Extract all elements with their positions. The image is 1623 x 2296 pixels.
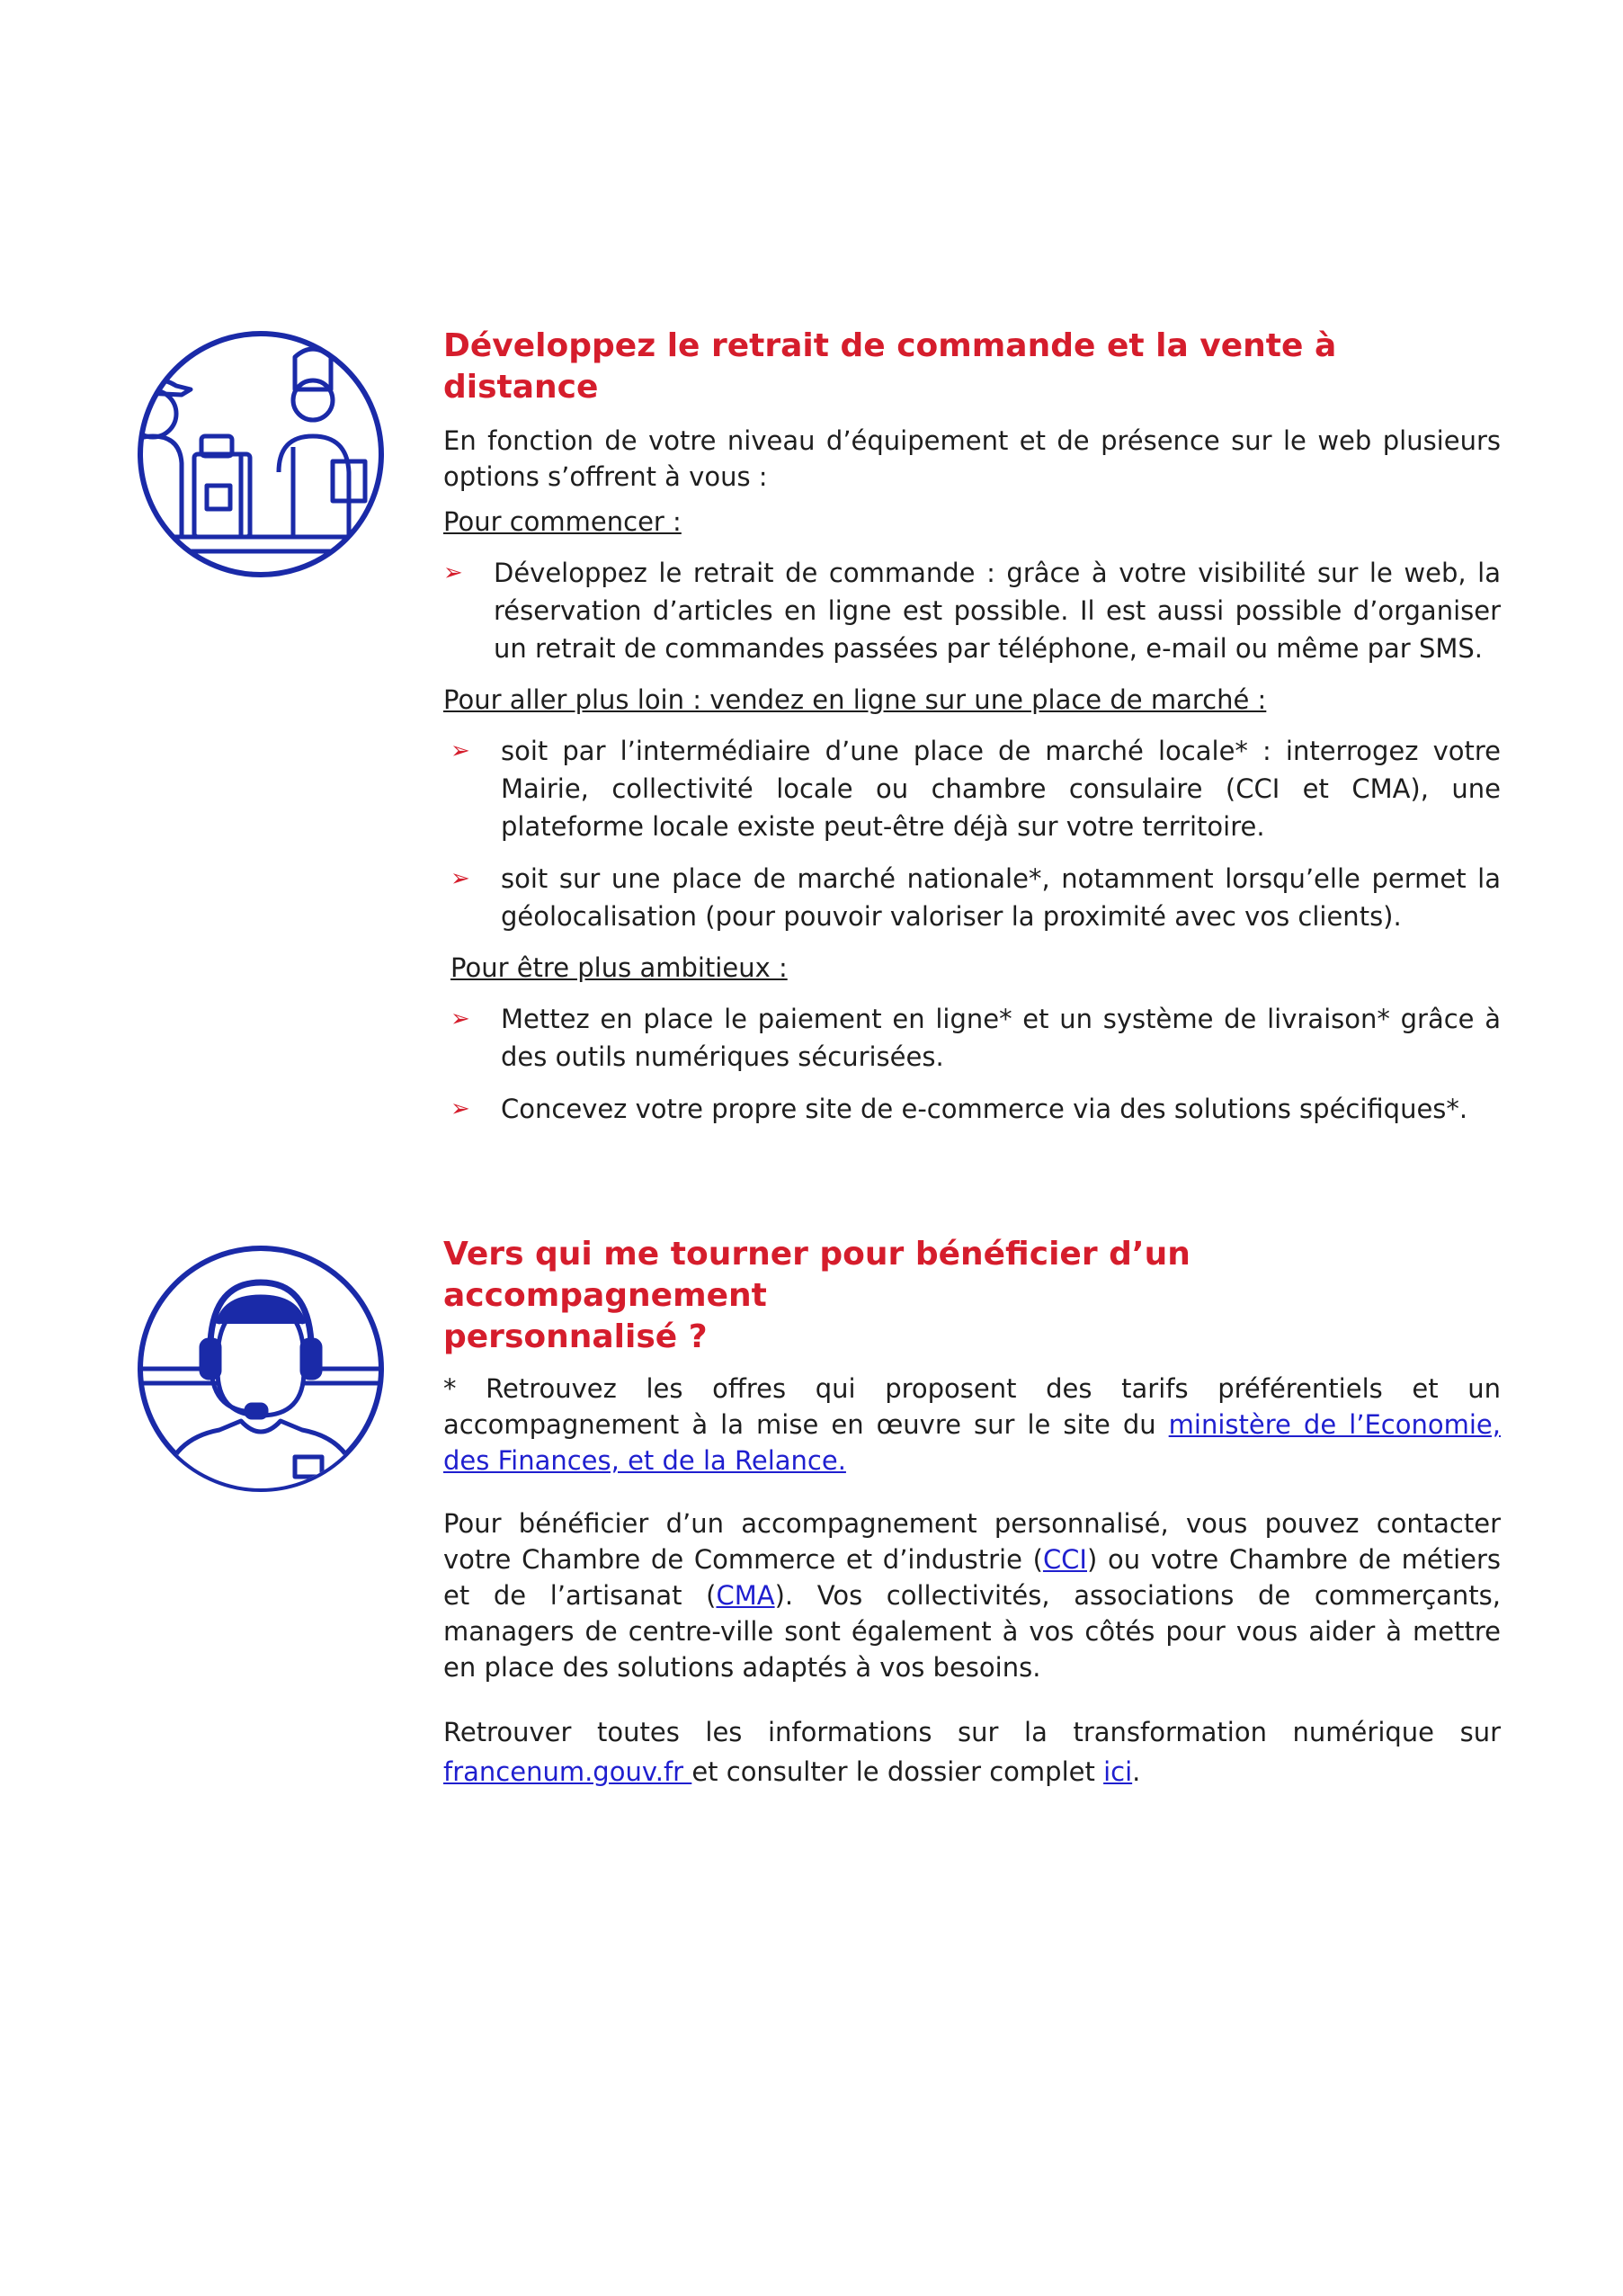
list-item-text: Développez le retrait de commande : grâce à votre visibilité sur le web, la réservation d’articles en ligne est possible. Il est aussi possible d’organiser un retrait de commandes passées par téléphone, e-mail ou même par SMS.	[494, 558, 1501, 664]
paragraph-text: et consulter le dossier complet	[691, 1756, 1104, 1787]
list-item	[443, 1000, 1501, 1076]
section2-title-line1: Vers qui me tourner pour bénéficier d’un accompagnement	[443, 1236, 1190, 1314]
customer-support-headset-icon	[135, 1243, 387, 1495]
list-item	[443, 1090, 1501, 1128]
list-item	[443, 860, 1501, 935]
section1-group-1	[443, 504, 1501, 667]
shop-counter-people-icon	[135, 328, 387, 580]
section1-title: Développez le retrait de commande et la vente à distance	[443, 327, 1337, 406]
francenum-link[interactable]: francenum.gouv.fr	[443, 1756, 692, 1787]
arrow-bullet-icon: ➢	[450, 865, 470, 892]
section1-intro: En fonction de votre niveau d’équipement et de présence sur le web plusieurs options s’offrent à vous :	[443, 425, 1501, 492]
info-paragraph	[443, 1712, 1501, 1791]
group-heading: Pour aller plus loin : vendez en ligne sur une place de marché :	[443, 684, 1267, 715]
arrow-bullet-icon: ➢	[450, 737, 470, 764]
arrow-bullet-icon: ➢	[450, 1095, 470, 1122]
paragraph-text: ) ou votre Chambre de métiers et de l’artisanat (	[443, 1544, 1502, 1611]
section2-title-line2: personnalisé ?	[443, 1318, 708, 1355]
arrow-bullet-icon: ➢	[450, 1005, 470, 1032]
paragraph-text: Retrouver toutes les informations sur la transformation numérique sur	[443, 1717, 1501, 1747]
section1-group-3	[443, 950, 1501, 1128]
section2-title	[443, 1234, 1501, 1358]
cci-link[interactable]: CCI	[1042, 1544, 1087, 1575]
list-item-text: Concevez votre propre site de e-commerce via des solutions spécifiques*.	[501, 1094, 1468, 1124]
accompaniment-paragraph	[443, 1505, 1501, 1685]
cma-link[interactable]: CMA	[716, 1580, 775, 1611]
group-heading: Pour être plus ambitieux :	[450, 952, 788, 983]
arrow-bullet-icon: ➢	[443, 559, 463, 586]
paragraph-text: Pour bénéficier d’un accompagnement personnalisé, vous pouvez contacter votre Chambre de Commerce et d’industrie (	[443, 1508, 1501, 1575]
ici-link[interactable]: ici	[1103, 1756, 1133, 1787]
offers-note	[443, 1371, 1501, 1479]
list-item-text: Mettez en place le paiement en ligne* et un système de livraison* grâce à des outils numériques sécurisées.	[501, 1004, 1501, 1072]
group-heading: Pour commencer :	[443, 506, 682, 537]
paragraph-text: ). Vos collectivités, associations de commerçants, managers de centre-ville sont également à vos côtés pour vous aider à mettre en place des solutions adaptés à vos besoins.	[443, 1580, 1501, 1683]
offers-note-text: * Retrouvez les offres qui proposent des tarifs préférentiels et un accompagnement à la mise en œuvre sur le site du	[443, 1373, 1501, 1440]
list-item-text: soit par l’intermédiaire d’une place de marché locale* : interrogez votre Mairie, collectivité locale ou chambre consulaire (CCI et CMA), une plateforme locale existe peut-être déjà sur votre territoire.	[501, 736, 1501, 842]
ministere-link[interactable]: ministère de l’Economie, des Finances, et de la Relance.	[443, 1409, 1501, 1476]
section-retrait-commande	[443, 326, 1501, 1128]
list-item	[443, 732, 1501, 845]
section-accompagnement	[443, 1234, 1501, 1791]
list-item	[443, 554, 1501, 667]
list-item-text: soit sur une place de marché nationale*, notamment lorsqu’elle permet la géolocalisation (pour pouvoir valoriser la proximité avec vos clients).	[501, 863, 1501, 932]
paragraph-text: .	[1132, 1756, 1141, 1787]
section1-group-2	[443, 682, 1501, 935]
